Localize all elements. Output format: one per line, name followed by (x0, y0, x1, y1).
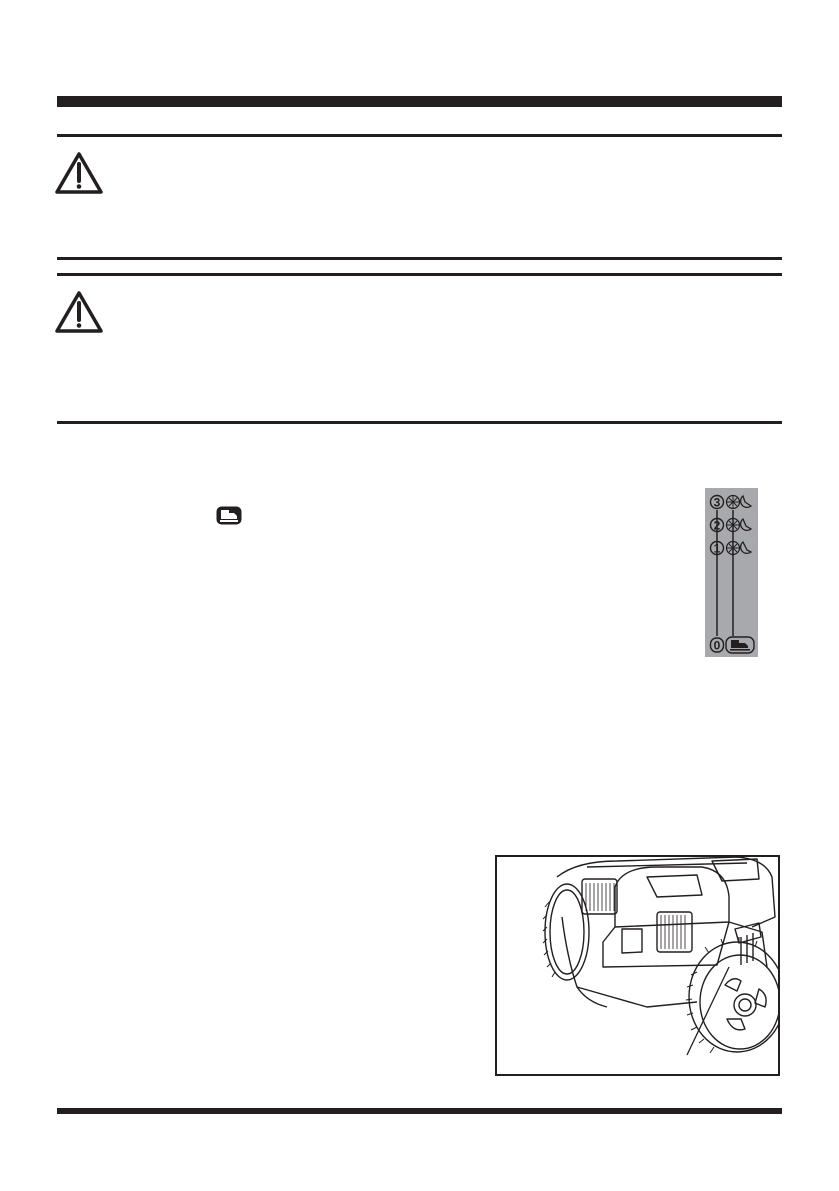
warning-1-bottom-rule (57, 257, 782, 260)
warning-triangle-icon (55, 152, 103, 194)
position-0-label: 0 (713, 638, 721, 653)
warning-2-top-rule (57, 273, 782, 276)
warning-2-bottom-rule (57, 421, 782, 424)
header-rule (57, 96, 782, 107)
scarifier-illustration (495, 855, 780, 1076)
footer-rule (57, 1108, 782, 1114)
warning-1-top-rule (57, 134, 782, 137)
scarifier-drawing (497, 857, 778, 1074)
transport-position-icon (216, 506, 242, 525)
warning-triangle-icon (55, 291, 103, 333)
working-depth-selector-panel (705, 488, 758, 657)
position-2-label: 2 (713, 518, 721, 533)
position-1-label: 1 (713, 541, 721, 556)
position-3-label: 3 (713, 495, 721, 510)
